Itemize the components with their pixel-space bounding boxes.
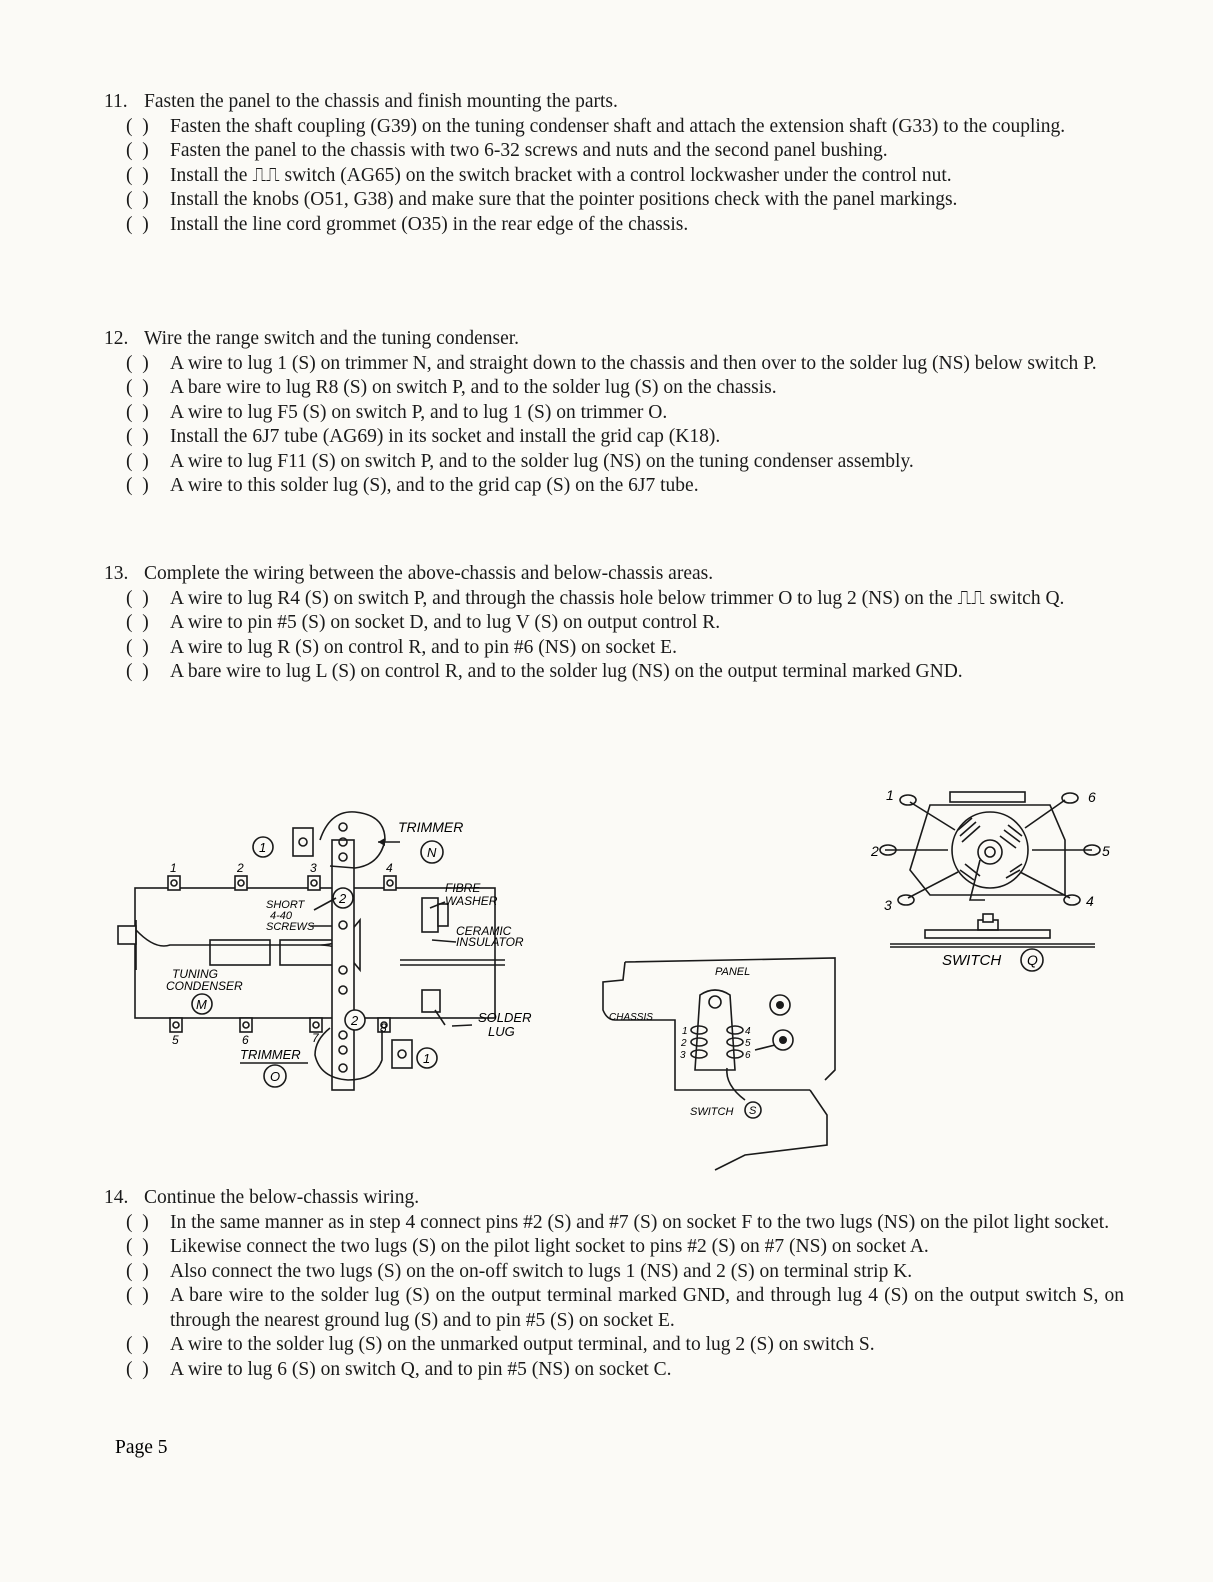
lug-label-7: 7 (312, 1031, 319, 1045)
fibre-label: FIBRE (445, 881, 481, 895)
switch-q-label: SWITCH (942, 952, 1002, 969)
checkbox[interactable]: ( ) (126, 213, 149, 235)
checklist-item[interactable]: ( ) A wire to lug R4 (S) on switch P, and through the chassis hole below trimmer O to lug 2 (NS) on the ⎍⎍ switch Q. (104, 587, 1124, 612)
lug-5 (170, 1018, 182, 1032)
switch-s-lug-1: 1 (682, 1026, 688, 1037)
checkbox[interactable]: ( ) (126, 1211, 149, 1233)
svg-text:2: 2 (351, 1013, 359, 1028)
step-11 (104, 90, 1124, 237)
checkbox[interactable]: ( ) (126, 164, 149, 186)
screws-label: SCREWS (266, 921, 315, 933)
output-terminal-2 (773, 1030, 793, 1050)
lug-3 (308, 876, 320, 890)
lug-1 (168, 876, 180, 890)
svg-text:2: 2 (339, 891, 347, 906)
lug-label-5: 5 (172, 1033, 179, 1047)
tuning-label: TUNING (172, 967, 218, 981)
checkbox[interactable]: ( ) (126, 1285, 149, 1306)
switch-q-lug-2: 2 (871, 843, 879, 859)
switch-q-lug-3: 3 (884, 897, 892, 913)
insulator-label: INSULATOR (456, 935, 524, 949)
checkbox[interactable]: ( ) (126, 661, 149, 682)
trimmer-label-bottom: TRIMMER (240, 1047, 301, 1062)
condenser-id-m: M (196, 997, 207, 1012)
switch-q-lug-1: 1 (886, 787, 894, 803)
checklist-item[interactable]: ( ) Install the 6J7 tube (AG69) in its socket and install the grid cap (K18). (104, 425, 1124, 450)
lug-label-8: 8 (380, 1021, 387, 1035)
solder-lug (422, 990, 440, 1012)
step-title: 13. Complete the wiring between the above-chassis and below-chassis areas. (104, 563, 714, 584)
lug-label-4: 4 (386, 861, 393, 875)
lug-label-1: 1 (170, 861, 177, 875)
checkbox[interactable]: ( ) (126, 1260, 149, 1282)
lug-7 (310, 1018, 322, 1032)
lug-label: LUG (488, 1024, 515, 1039)
switch-s-lug-4: 4 (745, 1026, 751, 1037)
lug-4 (384, 876, 396, 890)
checklist-item[interactable]: ( ) A wire to lug F5 (S) on switch P, and to lug 1 (S) on trimmer O. (104, 401, 1124, 426)
checkbox[interactable]: ( ) (126, 475, 149, 496)
chassis-label: CHASSIS (609, 1012, 653, 1023)
lug-2 (235, 876, 247, 890)
svg-text:1: 1 (423, 1051, 431, 1066)
switch-q-lug-5: 5 (1102, 843, 1110, 859)
checkbox[interactable]: ( ) (126, 189, 149, 210)
step-title: 12. Wire the range switch and the tuning condenser. (104, 328, 520, 349)
condenser-label: CONDENSER (166, 979, 243, 993)
checklist-item[interactable]: ( ) A wire to lug 6 (S) on switch Q, and to pin #5 (NS) on socket C. (104, 1358, 1124, 1383)
lug-label-2: 2 (237, 861, 244, 875)
switch-q-lug-6: 6 (1088, 789, 1096, 805)
washer-label: WASHER (445, 894, 498, 908)
switch-s-lug-3: 3 (680, 1050, 686, 1061)
checkbox[interactable]: ( ) (126, 352, 149, 374)
checkbox[interactable]: ( ) (126, 426, 149, 447)
checkbox[interactable]: ( ) (126, 587, 149, 609)
checkbox[interactable]: ( ) (126, 1236, 149, 1257)
lug-label-6: 6 (242, 1033, 249, 1047)
switch-q-lug-4: 4 (1086, 893, 1094, 909)
checklist-item[interactable]: ( ) A wire to this solder lug (S), and to the grid cap (S) on the 6J7 tube. (104, 474, 1124, 499)
lug-label-3: 3 (310, 861, 317, 875)
trimmer-id-o: O (270, 1069, 281, 1084)
checklist-item[interactable]: ( ) A wire to lug 1 (S) on trimmer N, and straight down to the chassis and then over to the solder lug (NS) below switch P. (104, 352, 1124, 377)
output-terminal-1 (770, 995, 790, 1015)
shaft-end (118, 926, 136, 944)
checkbox[interactable]: ( ) (126, 115, 149, 137)
checkbox[interactable]: ( ) (126, 377, 149, 398)
checklist-item[interactable]: ( ) Likewise connect the two lugs (S) on the pilot light socket to pins #2 (S) on #7 (NS) on socket A. (104, 1235, 1124, 1260)
checklist-item[interactable]: ( ) Fasten the shaft coupling (G39) on the tuning condenser shaft and attach the extension shaft (G33) to the coupling. (104, 115, 1124, 140)
ceramic-label: CERAMIC (456, 924, 512, 938)
checklist-item[interactable]: ( ) Also connect the two lugs (S) on the on-off switch to lugs 1 (NS) and 2 (S) on terminal strip K. (104, 1260, 1124, 1285)
switch-bracket (890, 944, 1095, 947)
fibre-washer (422, 898, 438, 932)
switch-q-diagram (870, 780, 1110, 980)
tuning-condenser-diagram (100, 780, 550, 1100)
checklist-item[interactable]: ( ) A wire to lug R (S) on control R, and to pin #6 (NS) on socket E. (104, 636, 1124, 661)
checkbox[interactable]: ( ) (126, 1334, 149, 1355)
lug-6 (240, 1018, 252, 1032)
checklist-item[interactable]: ( ) A wire to the solder lug (S) on the unmarked output terminal, and to lug 2 (S) on switch S. (104, 1333, 1124, 1358)
output-switch-diagram (595, 950, 855, 1180)
svg-text:1: 1 (259, 840, 267, 855)
trimmer-label-top: TRIMMER (398, 819, 464, 835)
checklist-item[interactable]: ( ) A bare wire to the solder lug (S) on the output terminal marked GND, and through lug 4 (S) on the output switch S, on through the nearest ground lug (S) and to pin #5 (S) on socket E. (126, 1285, 1124, 1331)
checklist-item[interactable]: ( ) Fasten the panel to the chassis with two 6-32 screws and nuts and the second panel bushing. (104, 139, 1124, 164)
mounting-strip (332, 840, 354, 1090)
trimmer-id-n: N (427, 845, 437, 860)
switch-s-lug-5: 5 (745, 1038, 751, 1049)
checkbox[interactable]: ( ) (126, 401, 149, 423)
checklist-item[interactable]: ( ) A wire to lug F11 (S) on switch P, and to the solder lug (NS) on the tuning condenser assembly. (104, 450, 1124, 475)
checkbox[interactable]: ( ) (126, 450, 149, 472)
step-title: 11. Fasten the panel to the chassis and finish mounting the parts. (104, 91, 618, 112)
checklist-item[interactable]: ( ) In the same manner as in step 4 connect pins #2 (S) and #7 (S) on socket F to the two lugs (NS) on the pilot light socket. (104, 1211, 1124, 1236)
switch-s-lug-2: 2 (681, 1038, 687, 1049)
switch-s-label: SWITCH (690, 1106, 734, 1118)
step-13 (104, 562, 1124, 685)
step-title: 14. Continue the below-chassis wiring. (104, 1187, 420, 1208)
checklist-item[interactable]: ( ) A bare wire to lug L (S) on control R, and to the solder lug (NS) on the output terminal marked GND. (104, 660, 1124, 685)
short-size-label: 4-40 (270, 910, 293, 922)
checklist-item[interactable]: ( ) Install the ⎍⎍ switch (AG65) on the switch bracket with a control lockwasher under the control nut. (104, 164, 1124, 189)
checklist-item[interactable]: ( ) Install the knobs (O51, G38) and make sure that the pointer positions check with the panel markings. (104, 188, 1124, 213)
checklist-item[interactable]: ( ) A bare wire to lug R8 (S) on switch P, and to the solder lug (S) on the chassis. (104, 376, 1124, 401)
step-14 (104, 1186, 1124, 1382)
panel-label: PANEL (715, 966, 751, 978)
solder-label: SOLDER (478, 1010, 532, 1025)
checklist-item[interactable]: ( ) A wire to pin #5 (S) on socket D, and to lug V (S) on output control R. (104, 611, 1124, 636)
checkbox[interactable]: ( ) (126, 140, 149, 161)
step-12 (104, 327, 1124, 499)
checkbox[interactable]: ( ) (126, 636, 149, 658)
checklist-item[interactable]: ( ) Install the line cord grommet (O35) in the rear edge of the chassis. (104, 213, 1124, 238)
switch-q-id: Q (1027, 952, 1038, 968)
checkbox[interactable]: ( ) (126, 1358, 149, 1380)
switch-s-id: S (749, 1105, 757, 1117)
checkbox[interactable]: ( ) (126, 612, 149, 633)
switch-s-lug-6: 6 (745, 1050, 751, 1061)
short-label: SHORT (266, 899, 305, 911)
page-number: Page 5 (115, 1437, 168, 1458)
